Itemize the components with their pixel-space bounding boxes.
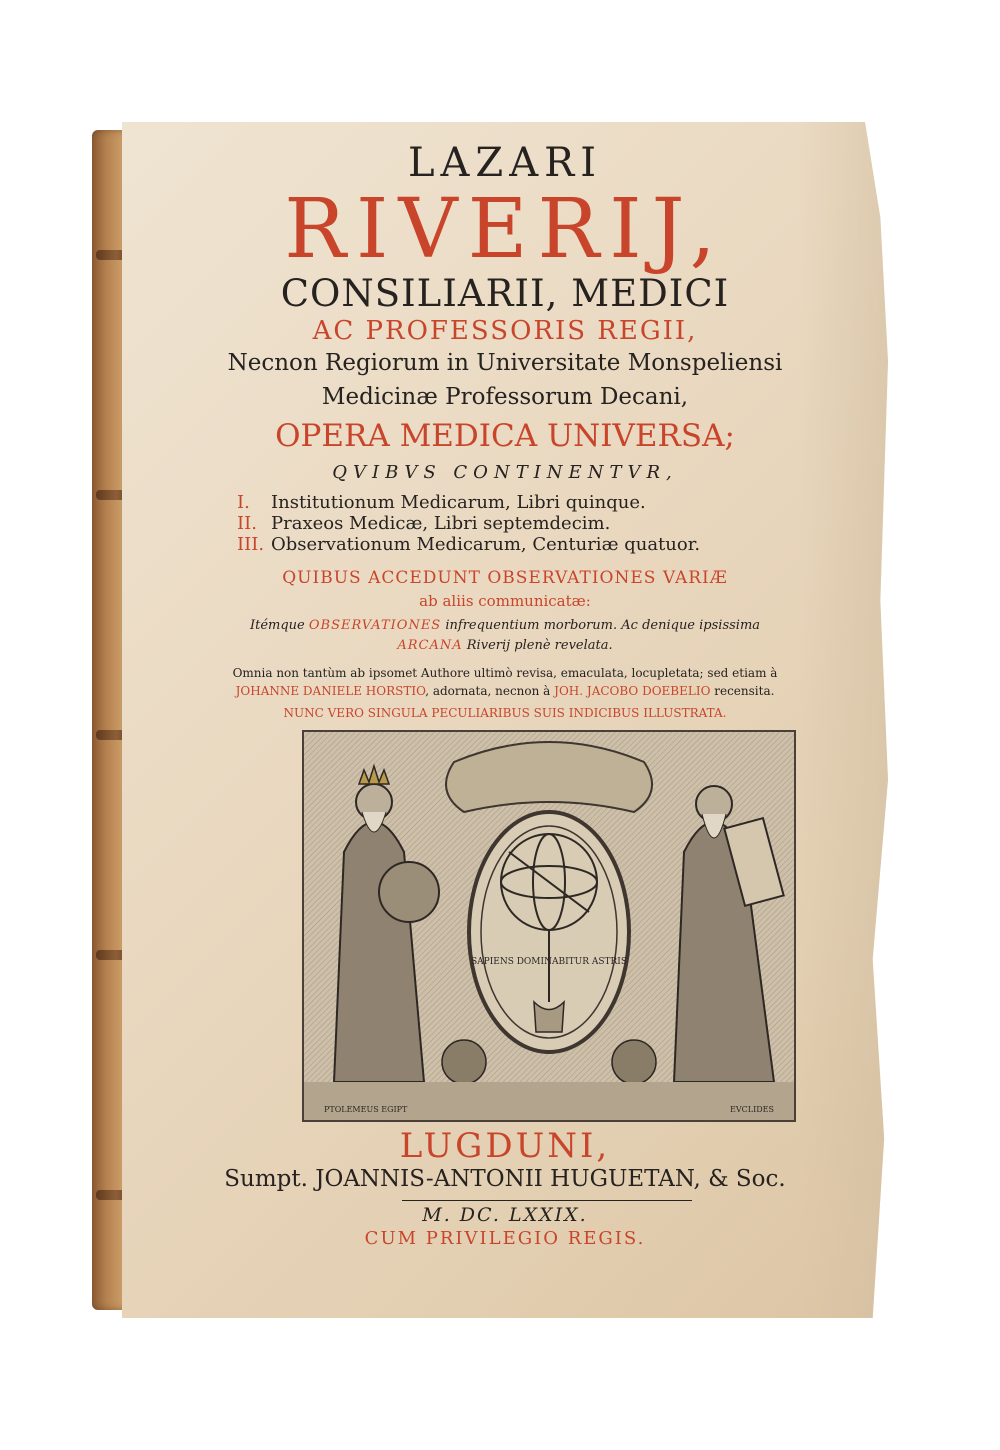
list-item: III. Observationum Medicarum, Centuriæ quatuor. [237, 534, 701, 555]
nunc-line: NUNC VERO SINGULA PECULIARIBUS SUIS INDICIBUS ILLUSTRATA. [283, 706, 727, 720]
arcana-line: ARCANA Riverij plenè revelata. [397, 638, 613, 653]
accedunt-line-2: ab aliis communicatæ: [419, 592, 591, 610]
contents-list [237, 492, 700, 555]
cartouche-scroll [446, 742, 652, 812]
imprint-rule [402, 1200, 692, 1201]
author-title-2: AC PROFESSORIS REGII, [312, 316, 698, 346]
engraving-motto: SAPIENS DOMINABITUR ASTRIS [470, 957, 628, 967]
imprint-date: M. DC. LXXIX. [422, 1204, 588, 1226]
list-item: II. Praxeos Medicæ, Libri septemdecim. [237, 513, 611, 534]
globe-icon [379, 862, 439, 922]
work-title: OPERA MEDICA UNIVERSA; [275, 418, 735, 454]
author-surname: RIVERIJ, [284, 182, 726, 277]
engraving-illustration [304, 732, 794, 1120]
author-title: CONSILIARII, MEDICI [280, 272, 730, 315]
book [92, 122, 888, 1318]
author-forename: LAZARI [407, 140, 603, 186]
accedunt-line: QUIBUS ACCEDUNT OBSERVATIONES VARIÆ [282, 568, 728, 588]
contents-heading: QVIBVS CONTINENTVR, [332, 462, 678, 483]
fruit-garland [612, 1040, 656, 1084]
omnia-line: Omnia non tantùm ab ipsomet Authore ultimò revisa, emaculata, locupletata; sed etiam à [232, 666, 778, 680]
fruit-garland [442, 1040, 486, 1084]
title-engraving [302, 730, 796, 1122]
author-affiliation-2: Medicinæ Professorum Decani, [321, 384, 689, 410]
imprint-city: LUGDUNI, [399, 1126, 611, 1166]
engraving-label-left: PTOLEMEUS EGIPT [324, 1105, 408, 1114]
imprint-publisher: Sumpt. JOANNIS-ANTONII HUGUETAN, & Soc. [224, 1166, 786, 1192]
horstio-line: JOHANNE DANIELE HORSTIO, adornata, necnon à JOH. JACOBO DOEBELIO recensita. [235, 684, 775, 698]
itemque-line: Itémque OBSERVATIONES infrequentium morborum. Ac denique ipsissima [249, 618, 761, 633]
list-item: I. Institutionum Medicarum, Libri quinque. [237, 492, 646, 513]
author-affiliation: Necnon Regiorum in Universitate Monspeliensi [227, 350, 783, 376]
engraving-label-right: EVCLIDES [730, 1105, 774, 1114]
imprint-privilege: CUM PRIVILEGIO REGIS. [364, 1228, 646, 1249]
